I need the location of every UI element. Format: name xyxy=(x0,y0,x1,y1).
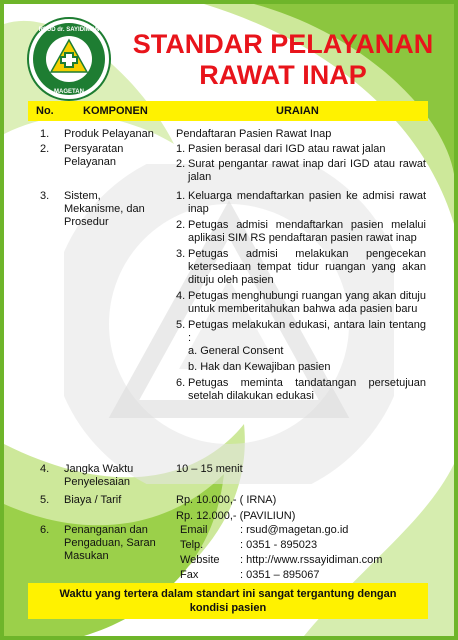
footer-line1: Waktu yang tertera dalam standart ini sangat tergantung dengan xyxy=(59,588,397,600)
list-item: 2. Petugas admisi mendaftarkan pasien melalui aplikasi SIM RS pendaftaran pasien rawat inap xyxy=(176,219,426,244)
row-uraian: 10 – 15 menit xyxy=(176,463,243,475)
footer-note xyxy=(28,583,428,619)
contact-email: Email : rsud@magetan.go.id xyxy=(180,524,349,536)
list-item: 2. Surat pengantar rawat inap dari IGD atau rawat jalan xyxy=(176,158,426,183)
page-title-line1: STANDAR PELAYANAN xyxy=(132,29,434,59)
list-item: 6. Petugas meminta tandatangan persetujuan setelah dilakukan edukasi xyxy=(176,377,426,402)
row-number: 3. xyxy=(40,190,50,202)
list-item: 1. Keluarga mendaftarkan pasien ke admisi rawat inap xyxy=(176,190,426,215)
service-table xyxy=(4,4,454,636)
contact-phone: Telp. : 0351 - 895023 xyxy=(180,539,318,551)
poster xyxy=(4,4,454,636)
row-uraian: Pendaftaran Pasien Rawat Inap xyxy=(176,128,332,140)
contact-list xyxy=(180,524,430,582)
row-number: 2. xyxy=(40,143,50,155)
header-uraian: URAIAN xyxy=(276,105,319,117)
row-komponen: Biaya / Tarif xyxy=(64,494,122,506)
list-item: 1. Pasien berasal dari IGD atau rawat jalan xyxy=(176,143,386,155)
tarif-line: Rp. 12.000,- (PAVILIUN) xyxy=(176,510,296,522)
header-no: No. xyxy=(36,105,54,117)
sub-list-item: a. General Consent xyxy=(188,345,284,357)
row-uraian-list xyxy=(176,143,426,184)
row-komponen: Sistem, Mekanisme, dan Prosedur xyxy=(64,190,145,228)
page-title-line2: RAWAT INAP xyxy=(199,60,367,90)
row-komponen: Persyaratan Pelayanan xyxy=(64,143,124,168)
row-komponen: Produk Pelayanan xyxy=(64,128,154,140)
logo-arc-bottom: MAGETAN xyxy=(54,89,84,95)
list-item: 5. Petugas melakukan edukasi, antara lain tentang : xyxy=(176,319,426,344)
list-item: 4. Petugas menghubungi ruangan yang akan dituju untuk memberitahukan bahwa ada pasien baru xyxy=(176,290,426,315)
contact-website: Website : http://www.rssayidiman.com xyxy=(180,554,383,566)
list-item: 3. Petugas admisi melakukan pengecekan ketersediaan tempat tidur ruangan yang akan dituju oleh pasien xyxy=(176,248,426,286)
contact-fax: Fax : 0351 – 895067 xyxy=(180,569,320,581)
header-komponen: KOMPONEN xyxy=(83,105,148,117)
logo-arc-top: RSUD dr. SAYIDIMAN xyxy=(38,27,100,33)
sub-list-item: b. Hak dan Kewajiban pasien xyxy=(188,361,331,373)
row-uraian-lines xyxy=(176,494,426,523)
row-number: 4. xyxy=(40,463,50,475)
row-komponen: Jangka Waktu Penyelesaian xyxy=(64,463,134,488)
row-number: 5. xyxy=(40,494,50,506)
footer-line2: kondisi pasien xyxy=(189,602,267,614)
row-number: 6. xyxy=(40,524,50,536)
tarif-line: Rp. 10.000,- ( IRNA) xyxy=(176,494,277,506)
row-number: 1. xyxy=(40,128,50,140)
row-komponen: Penanganan dan Pengaduan, Saran Masukan xyxy=(64,524,156,562)
row-uraian-list xyxy=(176,190,426,403)
